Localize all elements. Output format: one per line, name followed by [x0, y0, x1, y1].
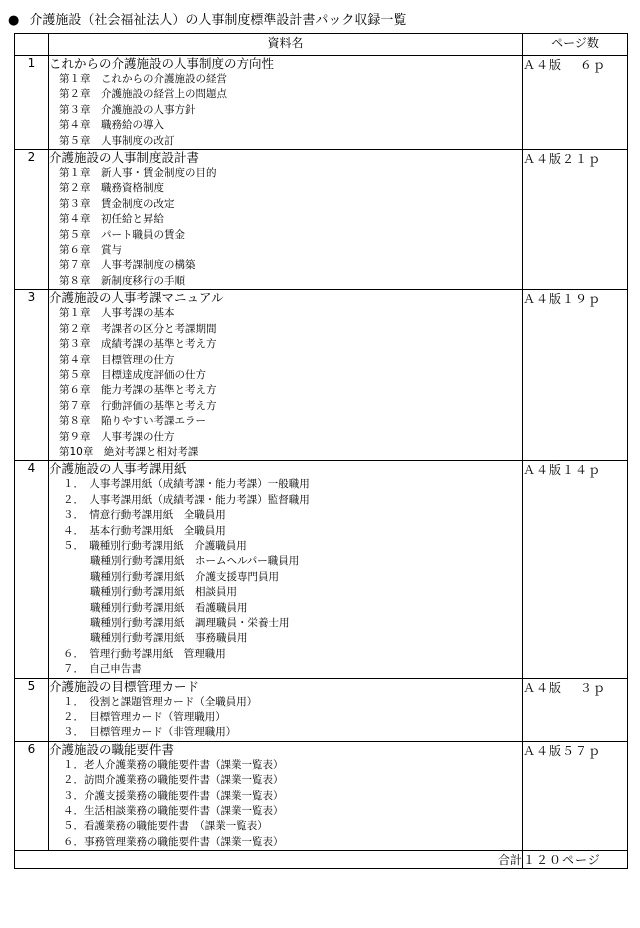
requirement-item: ２．訪問介護業務の職能要件書（課業一覧表） [63, 774, 284, 787]
section-row [15, 678, 628, 741]
chapter-item: 第３章 介護施設の人事方針 [59, 103, 196, 116]
requirement-item: ３．介護支援業務の職能要件書（課業一覧表） [63, 789, 284, 802]
form-item: ２． 人事考課用紙（成績考課・能力考課）監督職用 [63, 493, 310, 506]
form-item: ４． 基本行動考課用紙 全職員用 [63, 524, 226, 537]
form-item: 職種別行動考課用紙 調理職員・栄養士用 [90, 617, 290, 629]
form-item: 職種別行動考課用紙 事務職員用 [90, 632, 248, 645]
total-value: １２０ページ [523, 851, 628, 869]
section-title: 介護施設の人事制度設計書 [49, 150, 200, 166]
section-pages: Ａ４版 ６ｐ [523, 56, 628, 150]
chapter-item: 第８章 新制度移行の手順 [59, 274, 185, 287]
header-name: 資料名 [49, 34, 523, 56]
section-content [49, 741, 523, 850]
chapter-item: 第５章 人事制度の改訂 [59, 134, 175, 147]
section-number: 4 [15, 461, 49, 678]
chapter-item: 第８章 陥りやすい考課エラー [59, 415, 206, 428]
section-number: 1 [15, 56, 49, 150]
section-content [49, 56, 523, 150]
chapter-item: 第２章 考課者の区分と考課期間 [59, 322, 217, 335]
requirement-item: ６．事務管理業務の職能要件書（課業一覧表） [63, 835, 284, 848]
section-items [49, 72, 522, 149]
section-row [15, 290, 628, 461]
section-pages: Ａ４版１４ｐ [523, 461, 628, 678]
form-item: ７． 自己申告書 [63, 663, 142, 676]
section-pages: Ａ４版５７ｐ [523, 741, 628, 850]
form-item: 職種別行動考課用紙 看護職員用 [90, 601, 248, 614]
chapter-item: 第９章 人事考課の仕方 [59, 430, 175, 443]
section-title: 介護施設の人事考課用紙 [49, 461, 187, 477]
section-row [15, 56, 628, 150]
form-item: ５． 職種別行動考課用紙 介護職員用 [63, 539, 247, 552]
requirement-item: １．老人介護業務の職能要件書（課業一覧表） [63, 758, 284, 771]
section-row [15, 741, 628, 850]
card-item: １． 役割と課題管理カード（全職員用） [63, 695, 258, 708]
section-row [15, 461, 628, 678]
section-row [15, 150, 628, 290]
section-title: 介護施設の人事考課マニュアル [49, 290, 224, 306]
header-pages: ページ数 [523, 34, 628, 56]
section-number: 3 [15, 290, 49, 461]
section-items [49, 477, 522, 677]
section-number: 5 [15, 678, 49, 741]
chapter-item: 第１章 新人事・賃金制度の目的 [59, 167, 217, 180]
chapter-item: 第７章 行動評価の基準と考え方 [59, 399, 217, 412]
card-item: ２． 目標管理カード（管理職用） [63, 711, 226, 724]
section-items [49, 695, 522, 741]
chapter-item: 第６章 能力考課の基準と考え方 [59, 384, 217, 397]
card-item: ３． 目標管理カード（非管理職用） [63, 726, 237, 739]
form-item: 職種別行動考課用紙 ホームヘルパー職員用 [90, 555, 300, 568]
chapter-item: 第１章 人事考課の基本 [59, 307, 175, 320]
form-item: 職種別行動考課用紙 介護支援専門員用 [90, 570, 279, 583]
chapter-item: 第７章 人事考課制度の構築 [59, 259, 196, 272]
section-number: 6 [15, 741, 49, 850]
chapter-item: 第２章 介護施設の経営上の問題点 [59, 88, 227, 101]
form-item: ３． 情意行動考課用紙 全職員用 [63, 509, 226, 522]
title-bullet: ● [8, 13, 20, 28]
title-text: 介護施設（社会福祉法人）の人事制度標準設計書パック収録一覧 [29, 13, 407, 28]
section-title: 介護施設の目標管理カード [49, 678, 200, 694]
chapter-item: 第３章 賃金制度の改定 [59, 197, 175, 210]
section-content [49, 461, 523, 678]
form-item: ６． 管理行動考課用紙 管理職用 [63, 647, 226, 660]
chapter-item: 第６章 賞与 [59, 244, 122, 257]
section-content [49, 150, 523, 290]
section-number: 2 [15, 150, 49, 290]
header-row [15, 34, 628, 56]
section-items [49, 306, 522, 460]
total-label: 合計 [15, 851, 523, 869]
form-item: １． 人事考課用紙（成績考課・能力考課）一般職用 [63, 478, 310, 491]
chapter-item: 第４章 職務給の導入 [59, 119, 164, 132]
section-items [49, 758, 522, 850]
section-title: これからの介護施設の人事制度の方向性 [49, 56, 275, 71]
form-item: 職種別行動考課用紙 相談員用 [90, 586, 237, 599]
section-pages: Ａ４版１９ｐ [523, 290, 628, 461]
chapter-item: 第４章 初任給と昇給 [59, 213, 164, 226]
requirement-item: ５．看護業務の職能要件書 （課業一覧表） [63, 820, 268, 833]
chapter-item: 第１章 これからの介護施設の経営 [59, 73, 227, 85]
section-content [49, 290, 523, 461]
total-row [15, 851, 628, 869]
header-num [15, 34, 49, 56]
catalog-table [14, 33, 628, 869]
section-pages: Ａ４版２１ｐ [523, 150, 628, 290]
document-title [8, 9, 406, 28]
section-content [49, 678, 523, 741]
chapter-item: 第10章 絶対考課と相対考課 [59, 445, 199, 458]
chapter-item: 第４章 目標管理の仕方 [59, 353, 175, 366]
section-pages: Ａ４版 ３ｐ [523, 678, 628, 741]
chapter-item: 第２章 職務資格制度 [59, 182, 164, 195]
section-items [49, 166, 522, 289]
chapter-item: 第３章 成績考課の基準と考え方 [59, 338, 217, 351]
chapter-item: 第５章 目標達成度評価の仕方 [59, 368, 206, 381]
chapter-item: 第５章 パート職員の賃金 [59, 228, 185, 241]
requirement-item: ４．生活相談業務の職能要件書（課業一覧表） [63, 805, 284, 818]
section-title: 介護施設の職能要件書 [49, 741, 175, 757]
